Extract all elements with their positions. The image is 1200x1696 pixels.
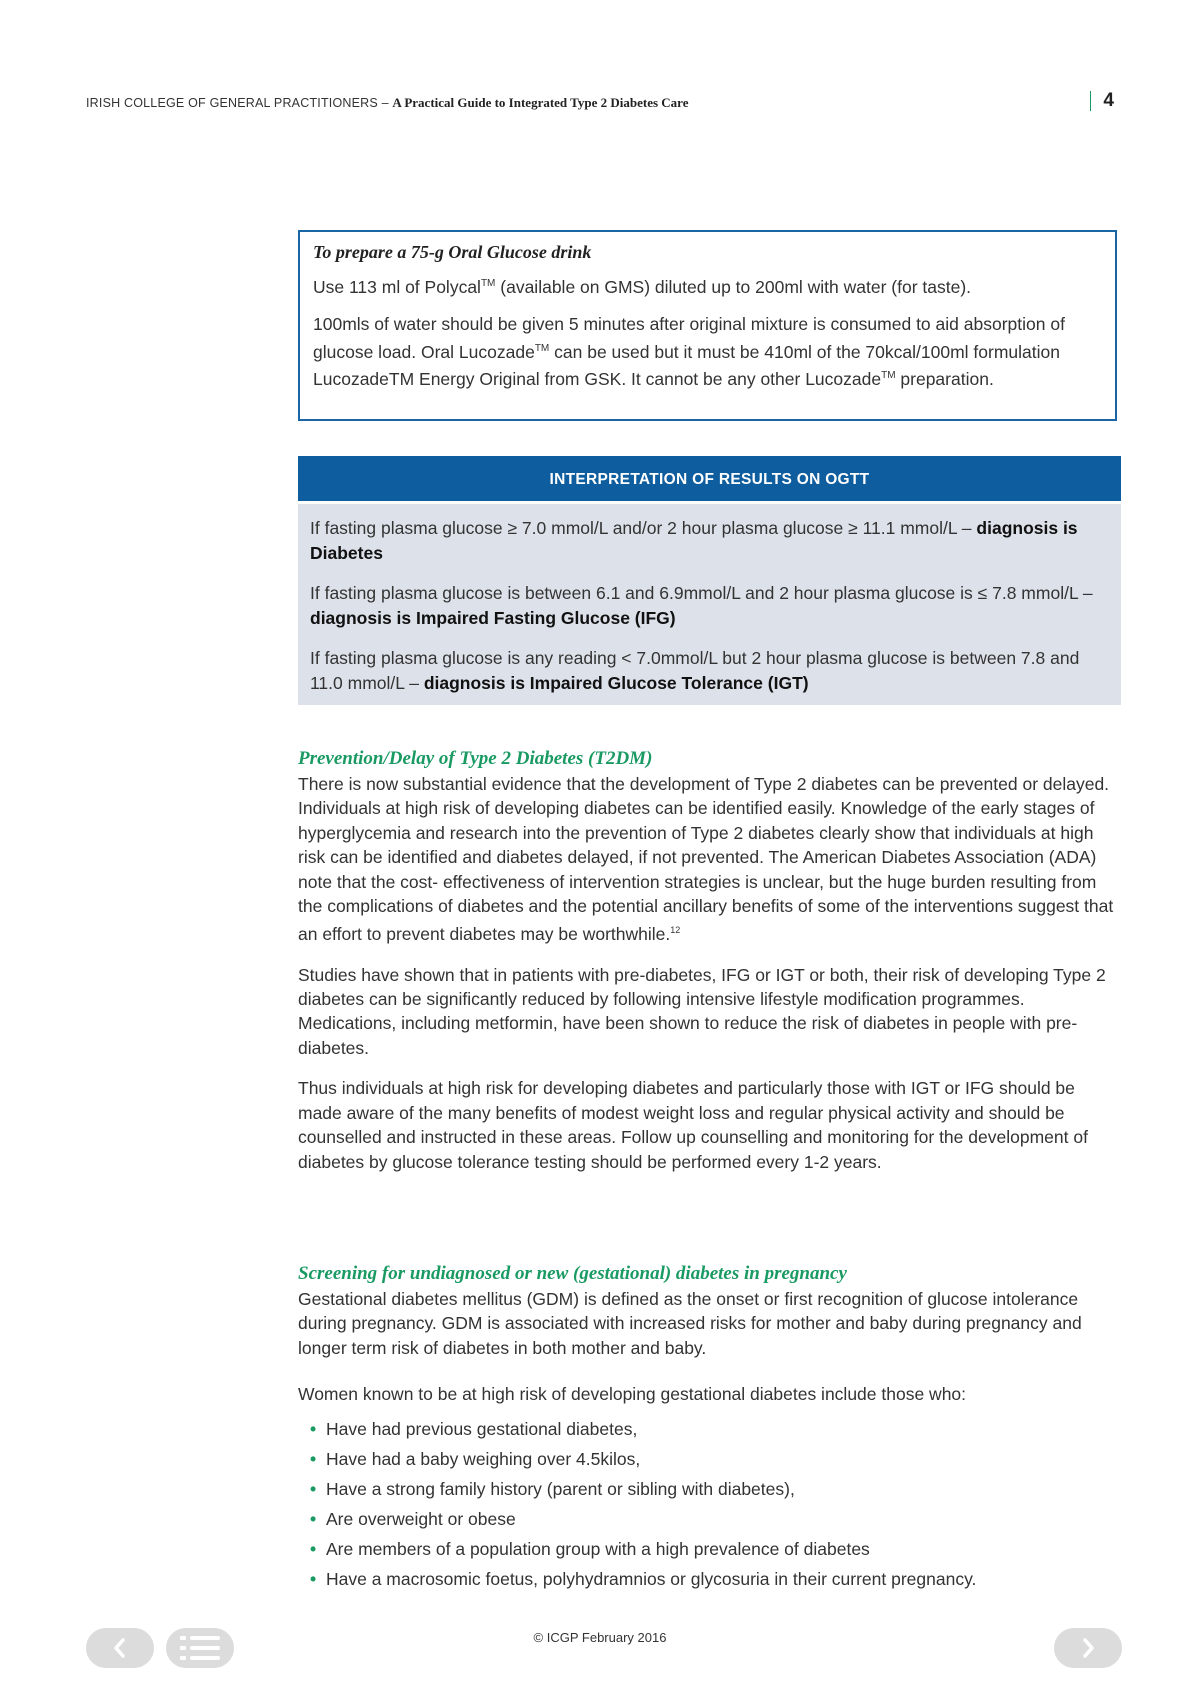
prevention-heading: Prevention/Delay of Type 2 Diabetes (T2DM) bbox=[298, 748, 653, 769]
paragraph-text: There is now substantial evidence that the development of Type 2 diabetes can be prevented or delayed. Individuals at high risk of developing diabetes can be identified easily. Knowledge of the early stages of hyperglycemia and research into the prevention of Type 2 diabetes clearly show that individuals at high risk can be identified and diabetes delayed, if not prevented. The American Diabetes Association (ADA) note that the cost- effectiveness of intervention strategies is unclear, but the huge burden resulting from the complications of diabetes and the potential ancillary benefits of some of the interventions suggest that an effort to prevent diabetes may be worthwhile. bbox=[298, 774, 1114, 945]
ogtt-body bbox=[298, 504, 1121, 705]
next-page-button[interactable] bbox=[1054, 1628, 1122, 1668]
header-title: A Practical Guide to Integrated Type 2 Diabetes Care bbox=[392, 95, 689, 110]
ogtt-diagnosis: diagnosis is Impaired Fasting Glucose (IFG) bbox=[310, 607, 676, 628]
list-item-text: Have had a baby weighing over 4.5kilos, bbox=[326, 1448, 641, 1469]
screening-paragraph-1: Gestational diabetes mellitus (GDM) is defined as the onset or first recognition of glucose intolerance during pregnancy. GDM is associated with increased risks for mother and baby during pregnancy and longer term risk of diabetes in both mother and baby. bbox=[298, 1289, 1082, 1358]
screening-section bbox=[298, 1263, 1123, 1597]
risk-factor-list bbox=[298, 1417, 1123, 1591]
trademark-sup: TM bbox=[480, 278, 496, 289]
ogtt-row-text: If fasting plasma glucose ≥ 7.0 mmol/L and/or 2 hour plasma glucose ≥ 11.1 mmol/L – bbox=[310, 518, 977, 538]
list-item bbox=[298, 1477, 1123, 1501]
page-number: 4 bbox=[1090, 91, 1114, 111]
list-item bbox=[298, 1567, 1123, 1591]
ogtt-row bbox=[310, 646, 1109, 695]
list-item-text: Have a strong family history (parent or sibling with diabetes), bbox=[326, 1478, 795, 1499]
prep-text: 100mls of water should be given 5 minutes after original mixture is consumed to aid absorption of glucose load. Oral Lucozade bbox=[313, 314, 1065, 362]
list-item-text: Have had previous gestational diabetes, bbox=[326, 1418, 638, 1439]
reference-sup: 12 bbox=[670, 925, 681, 936]
menu-list-icon bbox=[178, 1633, 222, 1663]
ogtt-diagnosis: diagnosis is Impaired Glucose Tolerance (IGT) bbox=[423, 672, 809, 693]
prep-box-paragraph-1 bbox=[313, 272, 1103, 299]
table-of-contents-button[interactable] bbox=[166, 1628, 234, 1668]
header-org: IRISH COLLEGE OF GENERAL PRACTITIONERS – bbox=[86, 96, 393, 110]
ogtt-diagnosis: diagnosis is Diabetes bbox=[310, 518, 1078, 563]
ogtt-interpretation-table bbox=[298, 456, 1121, 705]
chevron-right-icon bbox=[1078, 1637, 1098, 1659]
prevention-paragraph-1 bbox=[298, 772, 1123, 947]
prevention-section bbox=[298, 748, 1123, 1190]
list-item bbox=[298, 1537, 1123, 1561]
screening-heading: Screening for undiagnosed or new (gestational) diabetes in pregnancy bbox=[298, 1263, 847, 1284]
list-item-text: Have a macrosomic foetus, polyhydramnios or glycosuria in their current pregnancy. bbox=[326, 1568, 977, 1589]
prevention-paragraph-2: Studies have shown that in patients with pre-diabetes, IFG or IGT or both, their risk of developing Type 2 diabetes can be significantly reduced by following intensive lifestyle modification programmes. Medications, including metformin, have been shown to reduce the risk of diabetes in people with pre-diabetes. bbox=[298, 964, 1106, 1058]
list-item bbox=[298, 1507, 1123, 1531]
list-item bbox=[298, 1417, 1123, 1441]
bullet-icon: • bbox=[310, 1538, 317, 1559]
prep-text: preparation. bbox=[895, 368, 994, 389]
chevron-left-icon bbox=[110, 1637, 130, 1659]
trademark-sup: TM bbox=[534, 342, 550, 354]
prep-box-paragraph-2 bbox=[313, 312, 1103, 391]
prep-box-title: To prepare a 75-g Oral Glucose drink bbox=[313, 242, 592, 262]
bullet-icon: • bbox=[310, 1508, 317, 1529]
prep-text: can be used but it must be 410ml of the 70kcal/100ml formulation LucozadeTM Energy Original from GSK. It cannot be any other Lucozade bbox=[313, 341, 1060, 389]
screening-paragraph-2: Women known to be at high risk of developing gestational diabetes include those who: bbox=[298, 1384, 967, 1405]
oral-glucose-prep-box bbox=[298, 230, 1117, 421]
prep-text: (available on GMS) diluted up to 200ml with water (for taste). bbox=[495, 276, 972, 297]
footer-copyright: © ICGP February 2016 bbox=[533, 1630, 667, 1645]
page-header bbox=[86, 90, 1114, 116]
bullet-icon: • bbox=[310, 1418, 317, 1439]
ogtt-row-text: If fasting plasma glucose is any reading < 7.0mmol/L but 2 hour plasma glucose is between 7.8 and 11.0 mmol/L – bbox=[310, 648, 1080, 693]
ogtt-row bbox=[310, 581, 1109, 630]
bullet-icon: • bbox=[310, 1448, 317, 1469]
ogtt-row-text: If fasting plasma glucose is between 6.1 and 6.9mmol/L and 2 hour plasma glucose is ≤ 7.8 mmol/L – bbox=[310, 583, 1093, 603]
prevention-paragraph-3: Thus individuals at high risk for developing diabetes and particularly those with IGT or IFG should be made aware of the many benefits of modest weight loss and regular physical activity and should be counselled and instructed in these areas. Follow up counselling and monitoring for the development of diabetes by glucose tolerance testing should be performed every 1-2 years. bbox=[298, 1078, 1088, 1172]
list-item-text: Are overweight or obese bbox=[326, 1508, 516, 1529]
ogtt-heading: INTERPRETATION OF RESULTS ON OGTT bbox=[298, 456, 1121, 501]
bullet-icon: • bbox=[310, 1478, 317, 1499]
bullet-icon: • bbox=[310, 1568, 317, 1589]
ogtt-row bbox=[310, 516, 1109, 565]
list-item-text: Are members of a population group with a high prevalence of diabetes bbox=[326, 1538, 870, 1559]
previous-page-button[interactable] bbox=[86, 1628, 154, 1668]
trademark-sup: TM bbox=[881, 370, 896, 382]
prep-text: Use 113 ml of Polycal bbox=[313, 276, 481, 297]
list-item bbox=[298, 1447, 1123, 1471]
